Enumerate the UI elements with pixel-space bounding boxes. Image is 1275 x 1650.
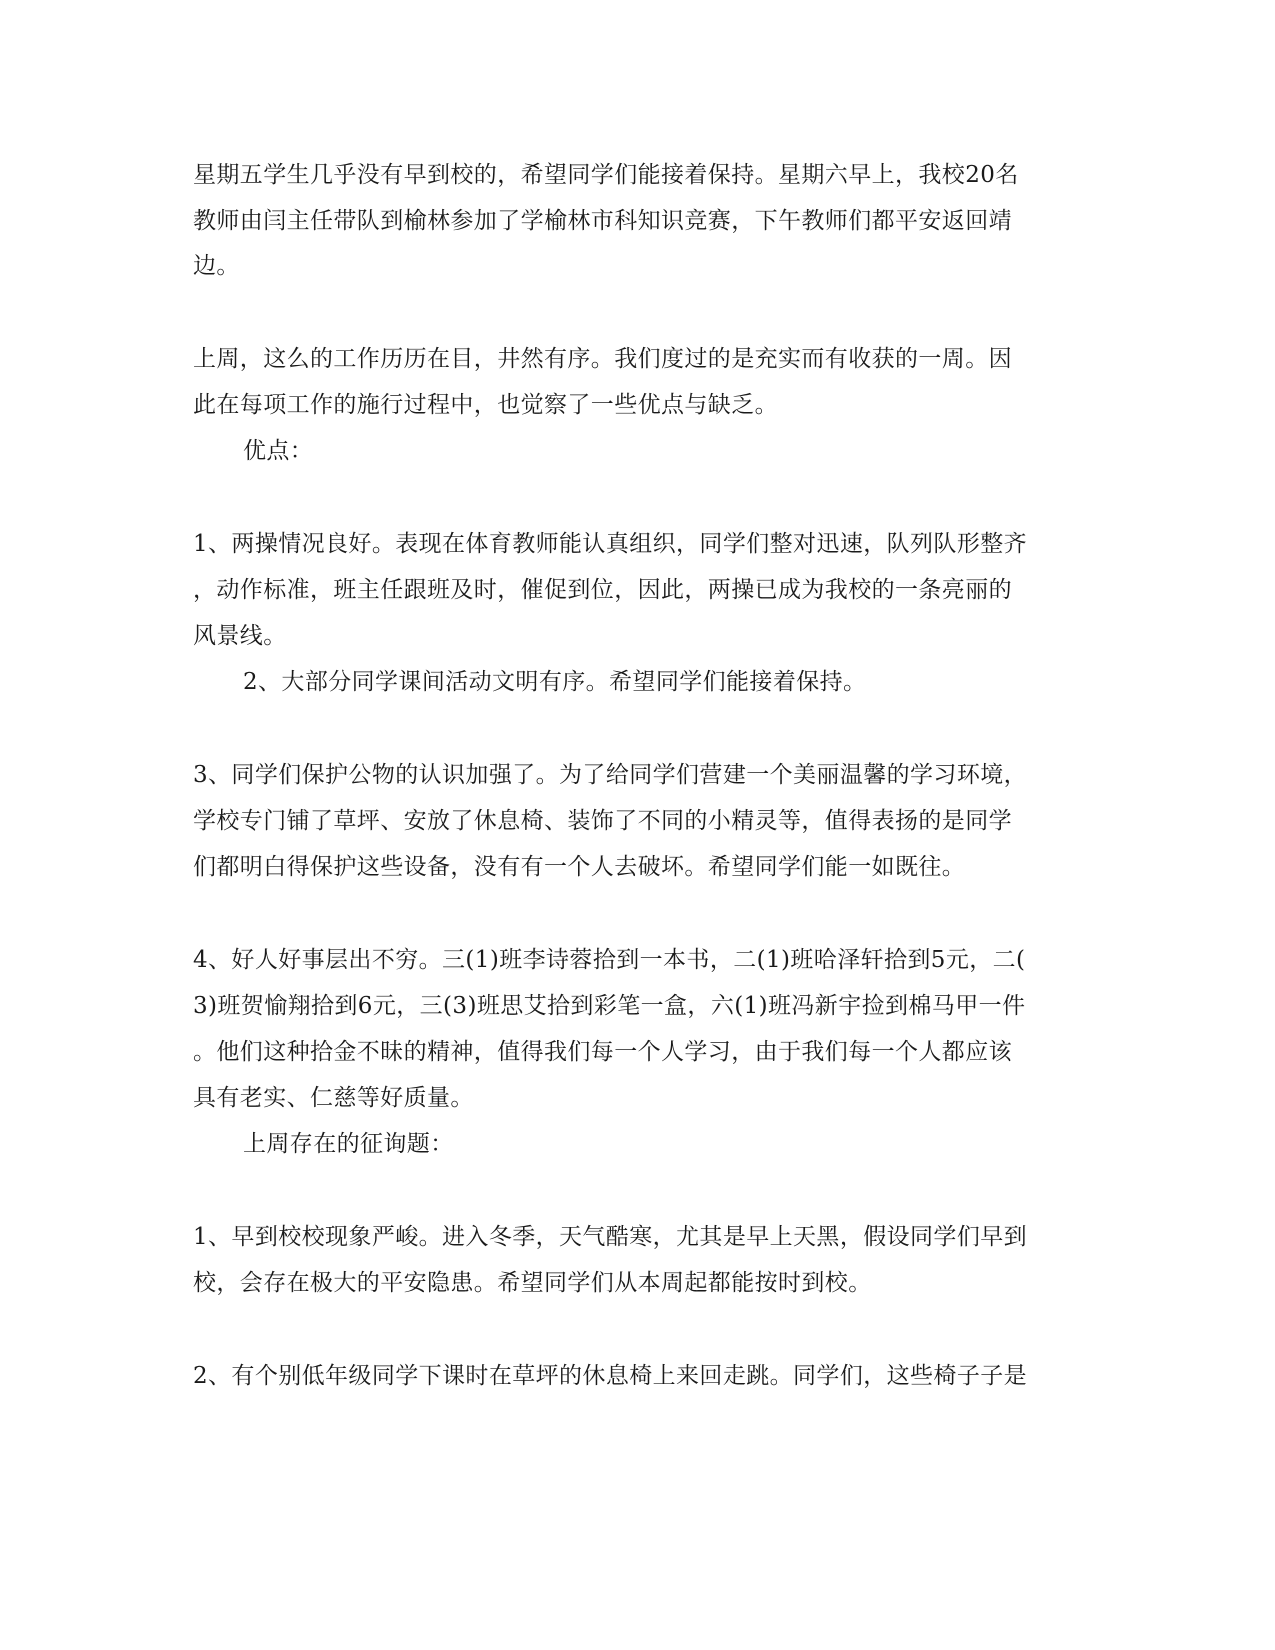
text-line: 风景线。 — [193, 623, 287, 649]
text-line: 2、大部分同学课间活动文明有序。希望同学们能接着保持。 — [243, 669, 867, 695]
text-line: 此在每项工作的施行过程中，也觉察了一些优点与缺乏。 — [193, 392, 778, 418]
text-line: 3)班贺愉翔拾到6元，三(3)班思艾拾到彩笔一盒，六(1)班冯新宇捡到棉马甲一件 — [193, 993, 1026, 1019]
text-line: 星期五学生几乎没有早到校的，希望同学们能接着保持。星期六早上，我校20名 — [193, 162, 1019, 188]
text-line: 1、早到校校现象严峻。进入冬季，天气酷寒，尤其是早上天黑，假设同学们早到 — [193, 1224, 1028, 1250]
text-line: 学校专门铺了草坪、安放了休息椅、装饰了不同的小精灵等，值得表扬的是同学 — [193, 808, 1012, 834]
text-line: 1、两操情况良好。表现在体育教师能认真组织，同学们整对迅速，队列队形整齐 — [193, 531, 1028, 557]
text-line: 边。 — [193, 253, 240, 279]
text-line: 校，会存在极大的平安隐患。希望同学们从本周起都能按时到校。 — [193, 1270, 872, 1296]
text-line: 。他们这种拾金不昧的精神，值得我们每一个人学习，由于我们每一个人都应该 — [193, 1039, 1012, 1065]
text-line: 上周，这么的工作历历在目，井然有序。我们度过的是充实而有收获的一周。因 — [193, 346, 1012, 372]
text-line: 3、同学们保护公物的认识加强了。为了给同学们营建一个美丽温馨的学习环境， — [193, 762, 1028, 788]
text-line: 4、好人好事层出不穷。三(1)班李诗蓉拾到一本书，二(1)班哈泽轩拾到5元，二( — [193, 947, 1026, 973]
text-line: 们都明白得保护这些设备，没有有一个人去破坏。希望同学们能一如既往。 — [193, 854, 966, 880]
text-line: 教师由闫主任带队到榆林参加了学榆林市科知识竞赛，下午教师们都平安返回靖 — [193, 208, 1012, 234]
section-heading: 上周存在的征询题： — [243, 1131, 454, 1157]
text-line: 具有老实、仁慈等好质量。 — [193, 1085, 474, 1111]
section-heading: 优点： — [243, 438, 314, 464]
text-line: 2、有个别低年级同学下课时在草坪的休息椅上来回走跳。同学们，这些椅子子是 — [193, 1363, 1028, 1389]
text-line: ，动作标准，班主任跟班及时，催促到位，因此，两操已成为我校的一条亮丽的 — [193, 577, 1012, 603]
